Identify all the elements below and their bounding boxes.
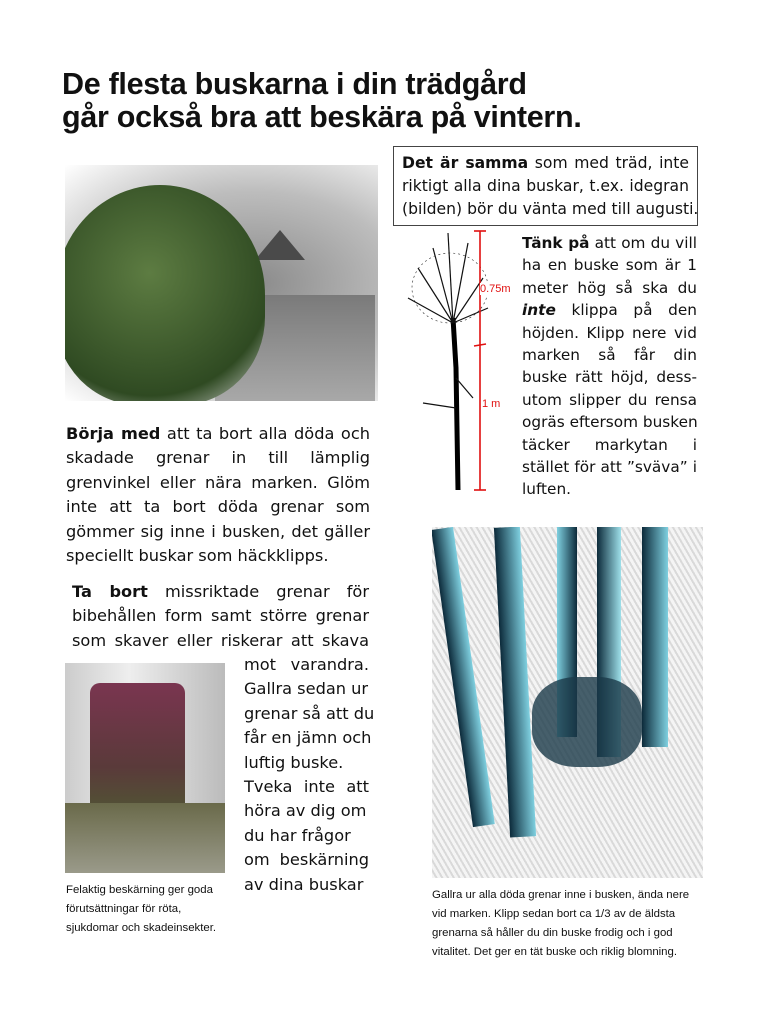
thinned-bush-photo [432,527,703,878]
caption-line: sjukdomar och skadeinsekter. [66,922,217,934]
text-line: luften. [522,480,572,499]
text: klippa på den [555,301,697,320]
bold-lead: Tänk på [522,234,590,252]
text-line: höra av dig om [244,801,367,821]
caption-line: förutsättningar för röta, [66,903,182,915]
text-line: gömmer sig inne i busken, det gäller [66,521,370,541]
text: missriktade grenar för [147,582,369,601]
borja-med-paragraph [66,422,370,568]
text-line: luftig buske. [244,752,344,772]
title-line: De flesta buskarna i din trädgård [62,67,527,101]
text-line: meter hög så ska du [522,278,697,297]
sapling-illustration [398,228,523,494]
title-line: går också bra att beskära på vintern. [62,100,582,134]
text-line: du har frågor [244,825,351,845]
text-line: inte att ta bort döda grenar som [66,497,370,517]
page-title [62,68,582,134]
bold-lead: Det är samma [402,154,529,172]
text-line: stället för att ”sväva” i [522,457,697,476]
text: som med träd, inte [528,154,689,172]
caption-right [432,886,689,962]
ta-bort-paragraph [72,580,369,653]
text-line: buske rätt höjd, dess- [522,368,697,387]
bold-lead: Ta bort [72,582,148,601]
text-line: som skaver eller riskerar att skava [72,630,369,650]
text-line: mot varandra. [244,655,369,674]
text-line: utom slipper du rensa [522,390,697,409]
caption-line: vitalitet. Det ger en tät buske och riklig blomning. [432,946,678,958]
ta-bort-continued [244,653,375,897]
caption-line: grenarna så håller du din buske frodig och i god [432,927,673,939]
text-line: ha en buske som är 1 [522,256,697,275]
text: att om du vill [589,234,697,252]
text-line: om beskärning [244,850,369,870]
text-line: skadade grenar in till lämplig [66,448,370,468]
text-line: Tveka inte att [244,776,369,796]
text-line: bibehållen form samt större grenar [72,606,369,626]
measure-label-lower: 1 m [482,398,501,410]
text-line: (bilden) bör du vänta med till augusti. [402,200,699,218]
caption-line: vid marken. Klipp sedan bort ca 1/3 av de äldsta [432,908,676,920]
text-line: speciellt buskar som häckklipps. [66,545,329,565]
caption-line: Gallra ur alla döda grenar inne i busken, ända nere [432,889,690,901]
yew-bush-photo [65,165,378,401]
text-line: täcker markytan i [522,435,697,454]
text-line: får en jämn och [244,728,372,748]
text-line: grenvinkel eller nära marken. Glöm [66,472,370,492]
text-line: Gallra sedan ur [244,679,369,699]
text-line: höjden. Klipp nere vid [522,323,697,342]
text: att ta bort alla döda och [160,424,370,443]
text-line: marken så får din [522,345,697,364]
caption-left [66,881,216,938]
measure-label-upper: 0.75m [480,283,511,295]
tank-pa-paragraph [522,232,697,501]
emphasis: inte [522,301,556,320]
text-line: av dina buskar [244,874,364,894]
caption-line: Felaktig beskärning ger goda [66,884,213,896]
rotten-stump-photo [65,663,225,873]
bold-lead: Börja med [66,424,161,443]
note-box [393,146,698,226]
text-line: riktigt alla dina buskar, t.ex. idegran [402,177,689,195]
text-line: ogräs eftersom busken [522,413,698,432]
text-line: grenar så att du [244,703,375,723]
